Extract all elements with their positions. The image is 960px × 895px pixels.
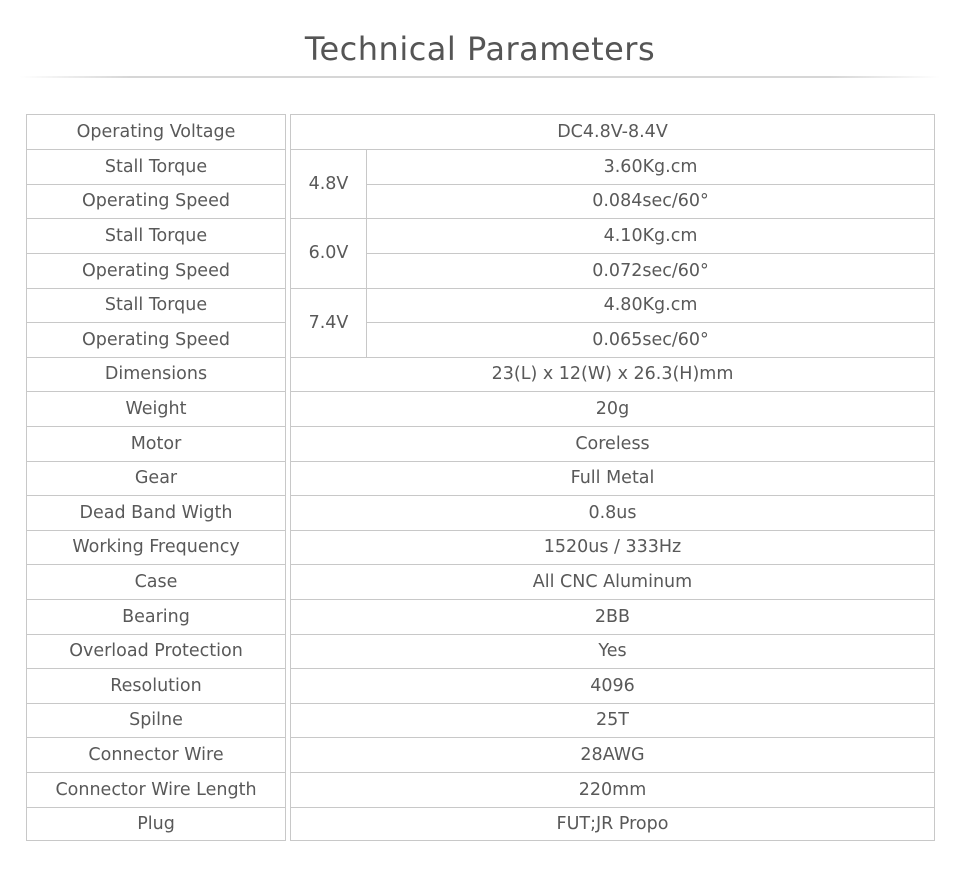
spec-value-column bbox=[290, 114, 935, 841]
title-divider bbox=[20, 76, 940, 78]
stall-torque-value: 4.10Kg.cm bbox=[603, 226, 698, 247]
spec-value: 4096 bbox=[590, 675, 635, 696]
spec-label: Gear bbox=[134, 468, 178, 489]
spec-value: 0.8us bbox=[588, 502, 637, 523]
voltage-cell: 4.8V bbox=[308, 174, 349, 195]
spec-value: 25T bbox=[596, 710, 629, 731]
spec-label: Dimensions bbox=[104, 364, 208, 385]
spec-label: Operating Speed bbox=[82, 191, 230, 212]
spec-value: Coreless bbox=[575, 433, 650, 454]
stall-torque-value: 4.80Kg.cm bbox=[603, 295, 698, 316]
spec-label: Overload Protection bbox=[69, 641, 243, 662]
spec-value: FUT;JR Propo bbox=[556, 814, 669, 835]
spec-label: Operating Speed bbox=[82, 329, 230, 350]
operating-speed-value: 0.072sec/60° bbox=[592, 260, 709, 281]
spec-value: 28AWG bbox=[580, 745, 645, 766]
voltage-cell: 7.4V bbox=[308, 312, 349, 333]
spec-label: Case bbox=[134, 572, 178, 593]
spec-label: Stall Torque bbox=[104, 295, 208, 316]
spec-label: Dead Band Wigth bbox=[79, 502, 233, 523]
spec-label: Working Frequency bbox=[72, 537, 240, 558]
stall-torque-value: 3.60Kg.cm bbox=[603, 156, 698, 177]
spec-value: DC4.8V-8.4V bbox=[557, 122, 668, 143]
spec-label: Spilne bbox=[129, 710, 183, 731]
operating-speed-value: 0.065sec/60° bbox=[592, 329, 709, 350]
spec-label: Stall Torque bbox=[104, 156, 208, 177]
spec-table bbox=[26, 114, 935, 841]
spec-label: Resolution bbox=[110, 675, 202, 696]
spec-label: Stall Torque bbox=[104, 226, 208, 247]
spec-value: 1520us / 333Hz bbox=[543, 537, 682, 558]
voltage-cell: 6.0V bbox=[308, 243, 349, 264]
spec-label: Operating Speed bbox=[82, 260, 230, 281]
spec-label: Bearing bbox=[122, 606, 190, 627]
spec-label: Connector Wire bbox=[88, 745, 224, 766]
spec-value: 2BB bbox=[594, 606, 631, 627]
spec-label: Weight bbox=[125, 399, 187, 420]
spec-label: Connector Wire Length bbox=[55, 779, 257, 800]
page-title: Technical Parameters bbox=[304, 30, 656, 68]
spec-label: Motor bbox=[130, 433, 182, 454]
spec-label-column bbox=[26, 114, 286, 841]
spec-value: 20g bbox=[595, 399, 630, 420]
spec-label: Plug bbox=[137, 814, 175, 835]
spec-label: Operating Voltage bbox=[76, 122, 236, 143]
operating-speed-value: 0.084sec/60° bbox=[592, 191, 709, 212]
spec-value: 23(L) x 12(W) x 26.3(H)mm bbox=[491, 364, 734, 385]
spec-value: 220mm bbox=[578, 779, 647, 800]
spec-value: All CNC Aluminum bbox=[532, 572, 693, 593]
spec-value: Full Metal bbox=[570, 468, 655, 489]
spec-value: Yes bbox=[598, 641, 627, 662]
